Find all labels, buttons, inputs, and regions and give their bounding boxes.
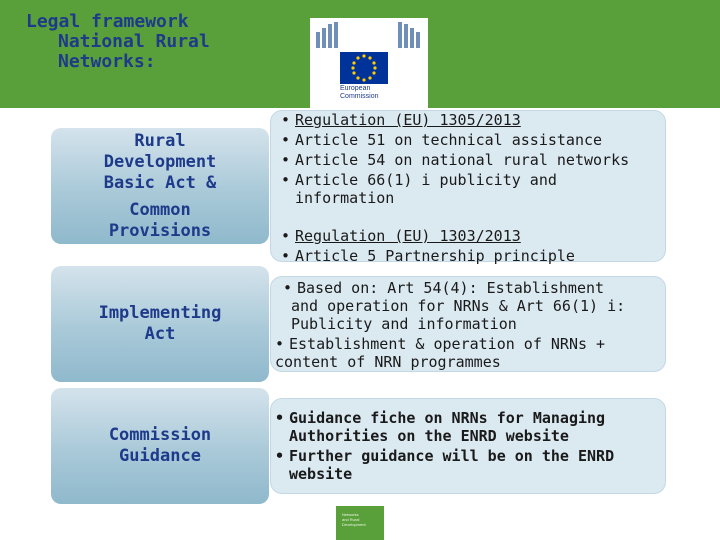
bullet-text: Guidance fiche on NRNs for Managing [289, 409, 606, 427]
title-line-2: National Rural [58, 31, 210, 52]
title-line-3: Networks: [58, 51, 156, 72]
label-commission-guidance [51, 388, 269, 504]
label-line: Provisions [108, 220, 212, 241]
label-line: Act [144, 324, 176, 344]
wordmark-line-1: European [340, 85, 371, 92]
bullet-article-51: • Article 51 on technical assistance [281, 131, 629, 149]
bullet-based-on [283, 279, 625, 297]
bullet-article-54: • Article 54 on national rural networks [281, 151, 629, 169]
bullet-article-5: • Article 5 Partnership principle [281, 247, 575, 265]
enrd-line: Development [342, 522, 366, 527]
bullet-article-66: • Article 66(1) i publicity and [281, 171, 629, 189]
european-commission-logo [310, 18, 428, 108]
label-line: Basic Act & [103, 172, 217, 193]
commission-wordmark [340, 85, 379, 101]
page-title [26, 12, 286, 72]
label-line: Guidance [119, 446, 201, 466]
bullet-establishment [275, 335, 625, 353]
label-implementing-act [51, 266, 269, 382]
content-basic-act [270, 110, 666, 265]
enrd-logo [336, 506, 384, 540]
bullet-text: Establishment & operation of NRNs + [289, 335, 606, 353]
bullet-text: Further guidance will be on the ENRD [289, 447, 615, 465]
label-basic-act [51, 128, 269, 244]
bullet-regulation-1305: • Regulation (EU) 1305/2013 [281, 111, 629, 129]
bullet-cont: and operation for NRNs & Art 66(1) i: [291, 297, 626, 315]
title-line-1: Legal framework [26, 11, 189, 32]
enrd-line: Networks [342, 512, 359, 517]
bullet-guidance-fiche [275, 409, 614, 427]
bullet-regulation-1303: • Regulation (EU) 1303/2013 [281, 227, 575, 245]
bullet-cont: website [289, 465, 353, 483]
label-line: Rural [134, 130, 186, 151]
bullet-cont: content of NRN programmes [275, 353, 501, 371]
label-line: Commission [108, 425, 212, 445]
enrd-line: and Rural [342, 517, 360, 522]
bullet-text: Based on: Art 54(4): Establishment [297, 279, 605, 297]
wordmark-line-2: Commission [340, 93, 379, 100]
content-commission-guidance [270, 398, 666, 494]
label-line: Implementing [98, 303, 222, 323]
content-implementing-act [270, 276, 666, 372]
enrd-logo-text [342, 512, 366, 527]
bullet-further-guidance [275, 447, 614, 465]
bullet-article-66-cont: information [295, 189, 395, 207]
bullet-cont: Authorities on the ENRD website [289, 427, 569, 445]
bullet-cont: Publicity and information [291, 315, 517, 333]
label-line: Development [103, 151, 217, 172]
label-line: Common [129, 199, 191, 220]
